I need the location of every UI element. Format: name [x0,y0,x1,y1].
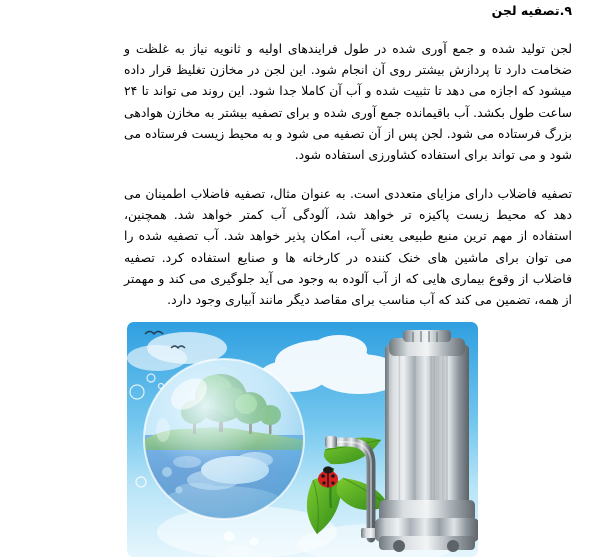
stainless-steel-water-filter [375,330,478,552]
glass-sphere-with-trees-and-water [144,359,304,519]
paragraph-wastewater-benefits: تصفیه فاضلاب دارای مزایای متعددی است. به عنوان مثال، تصفیه فاضلاب اطمینان می دهد که محیط زیست پاکیزه تر خواهد شد، آلودگی آب کمتر خواهد شد. همچنین، استفاده از مهم ترین منبع طبیعی یعنی آب، امکان پذیر خواهد شد. آب تصفیه شده را می توان برای ماشین های خنک کننده در کارخانه ها و صنایع استفاده کرد. تصفیه فاضلاب از وقوع بیماری هایی که از آب آلوده به وجود می آید جلوگیری می کند و مهمتر از همه، تضمین می کند که آب مناسب برای مقاصد دیگر مانند آبیاری وجود دارد. [124,186,572,308]
paragraph-sludge-treatment: لجن تولید شده و جمع آوری شده در طول فرایندهای اولیه و ثانویه نیاز به غلظت و ضخامت دارد تا پردازش بیشتر روی آن انجام شود. این لجن در مخازن تغلیظ قرار داده میشود که اجازه می دهد تا تثبیت شده و آب آن کاملا جدا شود. این روند می تواند تا ۲۴ ساعت طول بکشد. آب باقیمانده جمع آوری شده و برای تصفیه بیشتر به مخازن هوادهی بزرگ فرستاده می شود. لجن پس از آن تصفیه می شود و به محیط زیست فرستاده می شود و می تواند برای استفاده کشاورزی استفاده شود. [124,41,572,163]
water-filtration-illustration [127,322,478,557]
water-filtration-image [127,322,478,557]
page-heading: ۹.تصفیه لجن [491,3,572,18]
